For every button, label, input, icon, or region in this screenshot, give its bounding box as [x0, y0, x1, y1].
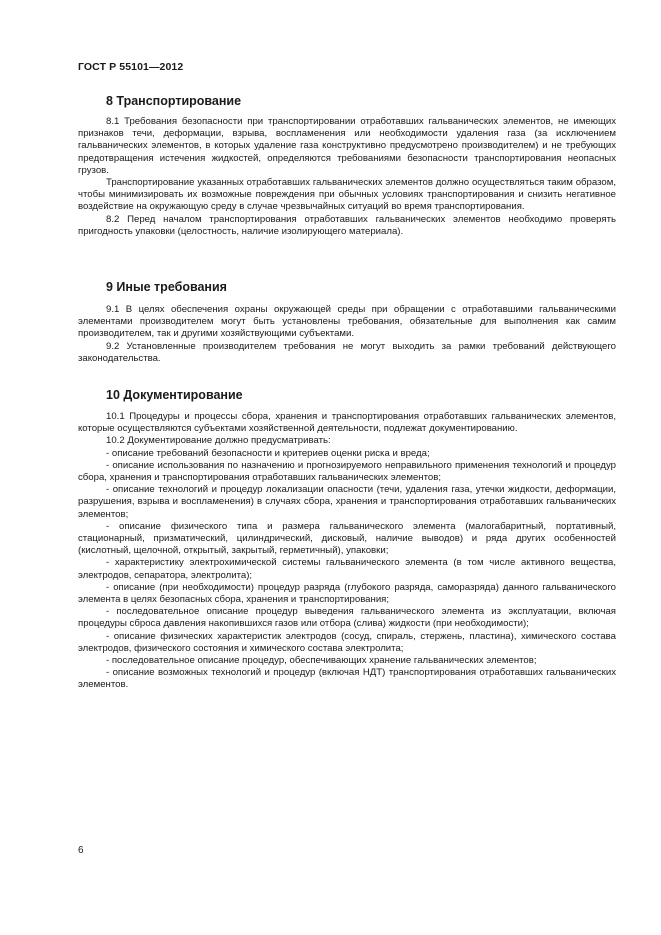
list-item: - описание использования по назначению и прогнозируемого неправильного применения технологий и процедур сбора, хранения и транспортирования отработавших гальванических элементов;	[78, 459, 616, 484]
section-8-body	[78, 116, 616, 238]
list-item: - описание (при необходимости) процедур разряда (глубокого разряда, саморазряда) данного гальванического элемента в целях безопасных сбора, хранения и транспортирования;	[78, 581, 616, 606]
list-item: - описание физических характеристик электродов (сосуд, спираль, стержень, пластина), химического состава электродов, физического состояния и химического состава электролита;	[78, 630, 616, 654]
list-item: - последовательное описание процедур выведения гальванического элемента из эксплуатации, включая процедуры сброса давления накопившихся газов или отбора (слива) жидкости (при необходимости);	[78, 606, 616, 630]
paragraph-8-1: 8.1 Требования безопасности при транспортировании отработавших гальванических элементов, не имеющих признаков течи, деформации, взрыва, воспламенения или необходимости удаления газа (за исключением гальванических элементов, в которых удаление газа конструктивно предусмотрено производителем) и не требующих предотвращения истечения жидкостей, определяются требованиями безопасности транспортирования неопасных грузов.	[78, 116, 616, 176]
paragraph-10-2: 10.2 Документирование должно предусматривать:	[106, 435, 331, 447]
paragraph-9-2: 9.2 Установленные производителем требования не могут выходить за рамки требований действующего законодательства.	[78, 340, 616, 364]
section-9-heading: 9 Иные требования	[106, 280, 227, 294]
list-item: - последовательное описание процедур, обеспечивающих хранение гальванических элементов;	[106, 655, 537, 667]
list-item: - описание физического типа и размера гальванического элемента (малогабаритный, портативный, стационарный, призматический, цилиндрический, дисковый, наличие выводов) и ряда других особенностей (кислотный, щелочной, открытый, закрытый, герметичный), упаковки;	[78, 520, 616, 557]
document-standard-header: ГОСТ Р 55101—2012	[78, 61, 184, 73]
paragraph-10-1: 10.1 Процедуры и процессы сбора, хранения и транспортирования отработавших гальванических элементов, которые осуществляются субъектами хозяйственной деятельности, подлежат документированию.	[78, 411, 616, 435]
list-item: - характеристику электрохимической системы гальванического элемента (в том числе активного вещества, электродов, сепаратора, электролита);	[78, 557, 616, 581]
list-item: - описание возможных технологий и процедур (включая НДТ) транспортирования отработавших гальванических элементов.	[78, 667, 616, 691]
paragraph-8-2: 8.2 Перед началом транспортирования отработавших гальванических элементов необходимо проверять пригодность упаковки (целостность, наличие изолирующего материала).	[78, 213, 616, 237]
page-number: 6	[78, 845, 84, 856]
list-item: - описание требований безопасности и критериев оценки риска и вреда;	[106, 447, 430, 459]
section-10-heading: 10 Документирование	[106, 388, 243, 402]
section-8-heading: 8 Транспортирование	[106, 94, 242, 108]
paragraph-9-1: 9.1 В целях обеспечения охраны окружающей среды при обращении с отработавшими гальваническими элементами производителем могут быть установлены требования, обязательные для выполнения как самим производителем, так и другими хозяйствующими субъектами.	[78, 304, 616, 340]
list-item: - описание технологий и процедур локализации опасности (течи, удаления газа, утечки жидкости, деформации, разрушения, взрыва и воспламенения) в случаях сбора, хранения и транспортирования отработавших гальванических элементов;	[78, 484, 616, 520]
section-10-body	[78, 411, 616, 692]
paragraph-8-1-cont: Транспортирование указанных отработавших гальванических элементов должно осуществляться таким образом, чтобы минимизировать их возможные повреждения при обычных условиях транспортирования и снизить негативное воздействие на окружающую среду в случае чрезвычайных ситуаций во время транспортирования.	[78, 177, 616, 213]
section-9-body	[78, 304, 616, 365]
